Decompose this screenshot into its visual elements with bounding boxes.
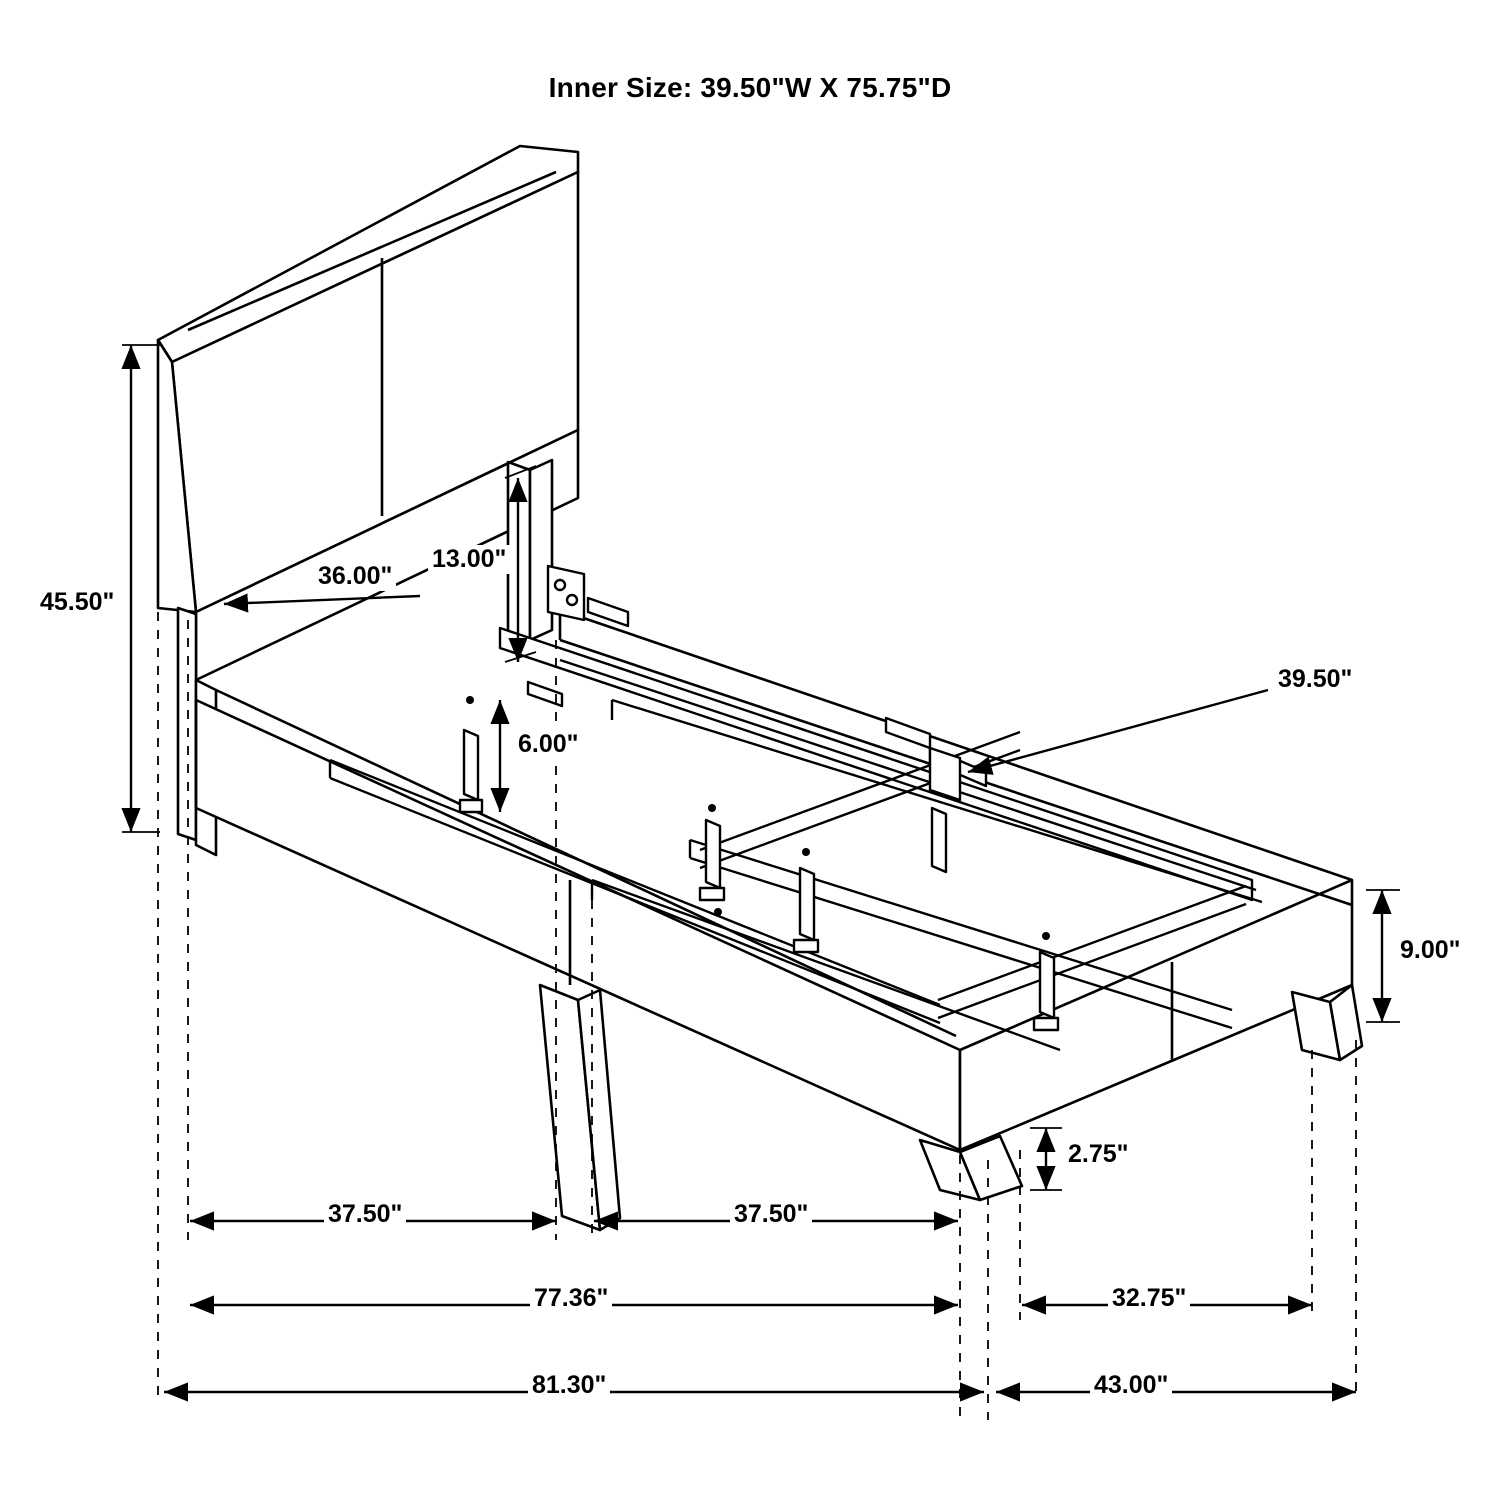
dimension-label-span-c: 77.36" xyxy=(530,1284,612,1313)
page-title: Inner Size: 39.50"W X 75.75"D xyxy=(548,72,952,103)
dimension-label-span-f: 43.00" xyxy=(1090,1371,1172,1400)
dimension-label-span-d: 32.75" xyxy=(1108,1284,1190,1313)
dimension-label-headboard-clearance: 13.00" xyxy=(428,545,510,574)
dimension-label-span-a: 37.50" xyxy=(324,1200,406,1229)
dimension-label-rail-height: 9.00" xyxy=(1396,936,1465,965)
dimension-label-overall-height: 45.50" xyxy=(36,588,118,617)
dimension-label-center-support: 6.00" xyxy=(514,730,583,759)
dimension-label-inner-width: 39.50" xyxy=(1274,665,1356,694)
dimension-label-span-e: 81.30" xyxy=(528,1371,610,1400)
dimension-label-headboard-panel: 36.00" xyxy=(314,562,396,591)
dimension-label-foot-leg-height: 2.75" xyxy=(1064,1140,1133,1169)
dimension-label-span-b: 37.50" xyxy=(730,1200,812,1229)
side-rail-group xyxy=(196,610,1362,1230)
